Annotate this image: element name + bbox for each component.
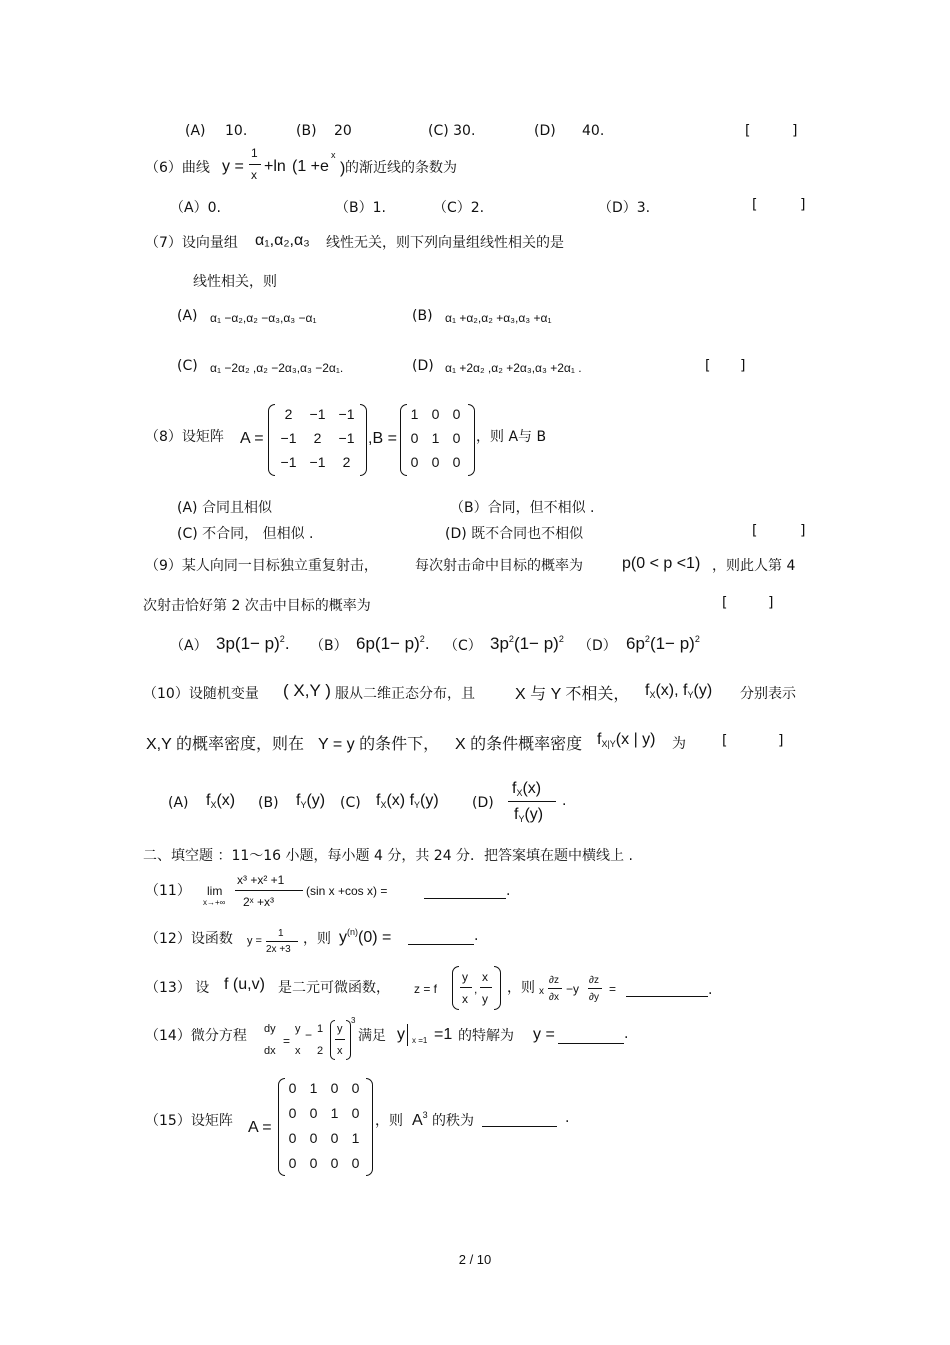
q13-dzdy-bar [588, 988, 602, 989]
q5-option-b-label: (B) [296, 123, 317, 139]
q14-number: （14）微分方程 [145, 1028, 247, 1044]
q13-dz: ∂z [549, 975, 559, 986]
page-number: 2 / 10 [458, 1252, 492, 1267]
matrix-cell: 0 [431, 406, 440, 422]
q6-option-c: （C）2. [433, 200, 485, 216]
matrix-cell: 0 [330, 1130, 339, 1146]
matrix-cell: 0 [288, 1080, 297, 1096]
q14-minus: − [305, 1028, 313, 1042]
q8-matrix-b [404, 406, 467, 478]
q11-lim-sub: x→+∞ [203, 898, 226, 907]
matrix-cell: 0 [452, 430, 461, 446]
q10-l2a: X,Y 的概率密度，则在 [146, 736, 304, 753]
q10-option-d-dot: . [562, 792, 567, 809]
q13-eq: = [609, 982, 617, 996]
q5-option-a-label: (A) [185, 123, 206, 139]
q14-half-den: 2 [317, 1045, 324, 1057]
matrix-cell: 0 [330, 1155, 339, 1171]
matrix-cell: 0 [288, 1155, 297, 1171]
q8-tail: ，则 A与 B [476, 429, 547, 445]
q7-bracket-left: [ [705, 358, 711, 374]
q13-dx: ∂x [549, 992, 559, 1003]
matrix-cell: 1 [351, 1130, 360, 1146]
q11-lim: lim [207, 884, 223, 898]
q7-option-d-expr: α₁ +2α₂ ,α₂ +2α₃,α₃ +2α₁ . [445, 361, 582, 375]
q10-xyrel: X 与 Y 不相关， [515, 686, 630, 703]
q10-option-d-den: $f_Y(y)$ [514, 806, 544, 824]
q6-option-b: （B）1. [335, 200, 386, 216]
matrix-cell: 0 [452, 406, 461, 422]
matrix-cell: 0 [431, 454, 440, 470]
q14-cube-y: y [337, 1023, 343, 1035]
q14-cond-sub: x =1 [412, 1036, 428, 1045]
matrix-cell: 0 [309, 1155, 318, 1171]
q11-denominator: 2ˣ +x³ [243, 895, 274, 909]
q13-dzdx-bar [548, 988, 562, 989]
matrix-cell: 1 [309, 1080, 318, 1096]
q9-option-a-label: （A） [170, 638, 208, 654]
q5-bracket-right: ] [792, 123, 798, 139]
q11-answer-blank[interactable] [424, 897, 506, 899]
q15-number: （15）设矩阵 [145, 1113, 233, 1129]
q7-option-a-expr: α₁ −α₂,α₂ −α₃,α₃ −α₁ [210, 311, 317, 325]
q15-t1: ，则 [375, 1113, 403, 1129]
q6-close: ) [340, 160, 346, 177]
q12-answer-blank[interactable] [408, 943, 474, 945]
matrix-cell: 0 [288, 1130, 297, 1146]
q14-end: . [624, 1026, 629, 1042]
q10-option-d-bar [508, 801, 556, 802]
q6-option-d: （D）3. [598, 200, 651, 216]
q14-y-eq: y = [533, 1026, 555, 1043]
q10-option-a-label: (A) [168, 795, 189, 811]
q13-xy-bar [480, 987, 492, 988]
q10-option-c-label: (C) [340, 795, 361, 811]
q13-dz2: ∂z [589, 975, 599, 986]
q6-paren: (1 +e [292, 158, 329, 175]
q14-y: y [295, 1023, 301, 1035]
q9-option-b-expr: $6p(1- p)^2$. [356, 634, 430, 653]
q10-option-c-expr: $f_X(x)$ $f_Y(y)$ [376, 792, 439, 810]
q8-option-d: (D) 既不合同也不相似 [445, 526, 584, 542]
q10-t1: 服从二维正态分布，且 [335, 686, 475, 702]
q15-matrix-a [282, 1080, 366, 1180]
q14-dx: dx [264, 1045, 276, 1057]
q9-line1a: （9）某人向同一目标独立重复射击， [145, 558, 378, 574]
q15-a-eq: A = [248, 1119, 272, 1136]
q10-option-b-expr: $f_Y(y)$ [296, 792, 326, 810]
q13-t1: 是二元可微函数， [278, 980, 390, 996]
q10-xy: ( X,Y ) [283, 681, 331, 700]
q6-exp: x [331, 150, 336, 160]
q14-paren-right [346, 1020, 351, 1060]
q13-comma: , [474, 982, 478, 996]
q10-option-b-label: (B) [258, 795, 279, 811]
q9-option-a-expr: $3p(1- p)^2$. [216, 634, 290, 653]
q14-cond-bar [407, 1024, 408, 1046]
q6-plus-ln: +ln [264, 158, 286, 175]
q13-f: f (u,v) [224, 976, 265, 993]
q7-option-b-expr: α₁ +α₂,α₂ +α₃,α₃ +α₁ [445, 311, 552, 325]
q13-paren-right [494, 966, 501, 1010]
matrix-cell: 2 [342, 454, 351, 470]
matrix-cell: 0 [309, 1105, 318, 1121]
q5-bracket-left: [ [745, 123, 751, 139]
q10-bracket-left: [ [722, 733, 728, 749]
q10-fxy: $f_{X|Y}(x$ | y) [597, 731, 656, 749]
q7-bracket-right: ] [740, 358, 746, 374]
q10-number: （10）设随机变量 [143, 686, 259, 702]
q13-xy-num: x [482, 970, 488, 984]
q9-option-c-expr: $3p^2(1- p)^2$ [490, 634, 564, 653]
q9-option-b-label: （B） [310, 638, 348, 654]
q11-numerator: x³ +x² +1 [237, 873, 285, 887]
q13-minus-y: −y [566, 982, 580, 996]
matrix-row [282, 1155, 366, 1180]
matrix-cell: −1 [338, 406, 355, 422]
q6-option-a: （A）0. [170, 200, 221, 216]
matrix-cell: 1 [330, 1105, 339, 1121]
q11-end: . [506, 883, 511, 899]
q7-option-d-label: (D) [412, 358, 434, 374]
q10-bracket-right: ] [778, 733, 784, 749]
q13-z-eq: z = f [414, 982, 438, 996]
q8-option-c: (C) 不合同， 但相似 . [177, 526, 314, 542]
q6-y-eq: y = [222, 158, 244, 175]
q11-number: （11） [145, 883, 191, 899]
matrix-row [404, 430, 467, 454]
q14-paren-left [330, 1020, 335, 1060]
q10-l2c: X 的条件概率密度 [455, 736, 583, 753]
matrix-cell: 2 [284, 406, 293, 422]
q12-frac-den: 2x +3 [266, 944, 291, 955]
q8-bracket-right: ] [800, 523, 806, 539]
q14-cond-eq: =1 [434, 1026, 453, 1043]
matrix-row [282, 1105, 366, 1130]
q9-option-d-label: （D） [578, 638, 617, 654]
q14-cube-exp: 3 [351, 1016, 356, 1025]
q7-number: （7）设向量组 [145, 235, 238, 251]
matrix-cell: 0 [288, 1105, 297, 1121]
q15-answer-blank[interactable] [482, 1125, 557, 1127]
matrix-cell: 0 [351, 1080, 360, 1096]
q8-option-b: （B）合同，但不相似 . [450, 500, 595, 516]
q5-option-c: (C) 30. [428, 123, 476, 139]
q6-frac-num: 1 [251, 146, 258, 160]
matrix-cell: 0 [309, 1130, 318, 1146]
matrix-cell: −1 [280, 454, 297, 470]
matrix-cell: −1 [309, 454, 326, 470]
q13-t2: ，则 [507, 980, 535, 996]
matrix-cell: 0 [330, 1080, 339, 1096]
q9-bracket-right: ] [768, 595, 774, 611]
q10-fx: $f_X(x)$, $f_Y(y)$ [645, 682, 713, 700]
q7-alphas: α₁,α₂,α₃ [255, 232, 310, 249]
q14-t2: 的特解为 [458, 1028, 514, 1044]
q13-yx-bar [460, 987, 472, 988]
q6-frac-den: x [251, 168, 257, 182]
matrix-row [282, 1130, 366, 1155]
q13-dy: ∂y [589, 992, 599, 1003]
q11-frac-bar [235, 890, 303, 891]
matrix-cell: −1 [338, 430, 355, 446]
q12-frac-num: 1 [278, 928, 284, 939]
q9-p-expr: p(0 < p <1) [622, 555, 701, 572]
matrix-cell: 0 [452, 454, 461, 470]
q7-option-a-label: (A) [177, 308, 198, 324]
q12-y-eq: y = [247, 935, 262, 947]
q15-t2: 的秩为 [432, 1113, 474, 1129]
q10-t2: 分别表示 [740, 686, 796, 702]
q12-frac-bar [266, 941, 298, 942]
matrix-row [404, 454, 467, 478]
matrix-cell: 0 [351, 1105, 360, 1121]
matrix-cell: 0 [351, 1155, 360, 1171]
matrix-cell: −1 [280, 430, 297, 446]
q9-line2: 次射击恰好第 2 次击中目标的概率为 [143, 598, 371, 614]
q14-cube-bar [335, 1039, 345, 1040]
q10-option-a-expr: $f_X(x)$ [206, 792, 236, 810]
q13-end: . [708, 982, 713, 998]
q11-tail: (sin x +cos x) = [306, 884, 388, 898]
q14-t1: 满足 [358, 1028, 386, 1044]
q5-option-a-value: 10. [225, 123, 248, 139]
matrix-row [274, 454, 361, 478]
q10-option-d-label: (D) [472, 795, 494, 811]
q12-t: ，则 [303, 931, 331, 947]
q5-option-d-value: 40. [582, 123, 605, 139]
q9-option-d-expr: $6p^2(1- p)^2$ [626, 634, 700, 653]
q14-eq: = [283, 1034, 291, 1048]
matrix-row [404, 406, 467, 430]
q14-x: x [295, 1045, 301, 1057]
q14-half-num: 1 [317, 1023, 324, 1035]
q9-line1b: 每次射击命中目标的概率为 [415, 558, 583, 574]
q13-yx-den: x [462, 992, 468, 1006]
q8-bracket-left: [ [752, 523, 758, 539]
matrix-cell: 1 [410, 406, 419, 422]
matrix-cell: −1 [309, 406, 326, 422]
q13-yx-num: y [462, 970, 468, 984]
matrix-row [282, 1080, 366, 1105]
q7-tail: 线性无关，则下列向量组线性相关的是 [326, 235, 564, 251]
q14-cond: y [397, 1026, 405, 1043]
q14-cube-x: x [337, 1045, 343, 1057]
q13-number: （13） 设 [145, 980, 210, 996]
q13-xy-den: y [482, 992, 488, 1006]
q8-matrix-a [274, 406, 361, 478]
q10-l2b: Y = y 的条件下， [318, 736, 440, 753]
matrix-row [274, 430, 361, 454]
q6-frac-bar [249, 164, 261, 165]
q15-end: . [565, 1110, 570, 1126]
q8-a-eq: A = [240, 430, 264, 447]
q9-option-c-label: （C） [444, 638, 482, 654]
q8-a-bracket-right [360, 404, 367, 476]
q10-l2d: 为 [672, 736, 686, 752]
q8-number: （8）设矩阵 [145, 429, 224, 445]
q12-yn: $y^{(n)}(0)$ = [339, 927, 392, 946]
q8-option-a: (A) 合同且相似 [177, 500, 272, 516]
q7-option-c-label: (C) [177, 358, 198, 374]
q6-bracket-left: [ [752, 197, 758, 213]
q7-line2: 线性相关，则 [193, 274, 277, 290]
q12-number: （12）设函数 [145, 931, 233, 947]
q14-answer-blank[interactable] [558, 1042, 624, 1044]
matrix-row [274, 406, 361, 430]
section-2-heading: 二、填空题 ：11～16 小题，每小题 4 分，共 24 分．把答案填在题中横线上 . [143, 848, 633, 864]
q14-dy: dy [264, 1023, 276, 1035]
q15-a3: $A^3$ [412, 1110, 428, 1129]
q5-option-b-value: 20 [334, 123, 352, 139]
q13-paren-left [452, 966, 459, 1010]
matrix-cell: 2 [313, 430, 322, 446]
q8-b-eq: ,B = [368, 430, 397, 447]
q13-x: x [539, 986, 544, 997]
q6-number: （6）曲线 [145, 160, 210, 176]
q13-answer-blank[interactable] [626, 995, 708, 997]
q10-option-d-num: $f_X(x)$ [512, 780, 542, 798]
q7-option-b-label: (B) [412, 308, 433, 324]
q9-bracket-left: [ [722, 595, 728, 611]
q8-b-bracket-right [468, 404, 475, 476]
q9-line1c: ，则此人第 4 [712, 558, 796, 574]
q15-bracket-right [366, 1078, 373, 1176]
matrix-cell: 0 [410, 454, 419, 470]
q7-option-c-expr: α₁ −2α₂ ,α₂ −2α₃,α₃ −2α₁. [210, 361, 344, 375]
q6-bracket-right: ] [800, 197, 806, 213]
matrix-cell: 0 [410, 430, 419, 446]
q5-option-d-label: (D) [534, 123, 556, 139]
matrix-cell: 1 [431, 430, 440, 446]
q6-tail: 的渐近线的条数为 [345, 160, 457, 176]
q12-end: . [474, 928, 479, 944]
